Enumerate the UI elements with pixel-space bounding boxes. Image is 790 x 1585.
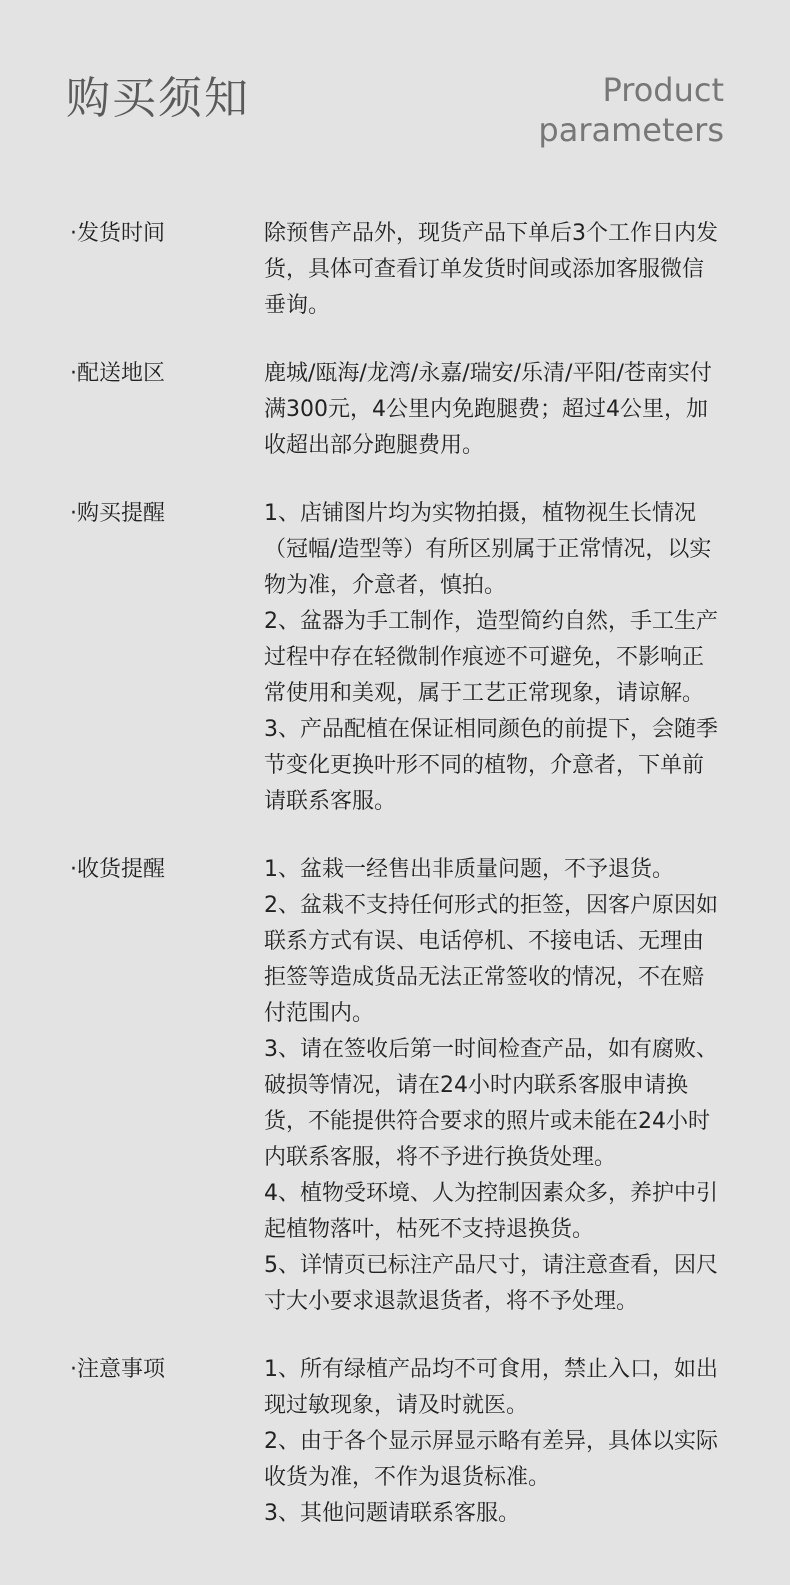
section-delivery-area — [70, 356, 730, 464]
section-paragraph: 5、详情页已标注产品尺寸，请注意查看，因尺寸大小要求退款退货者，将不予处理。 — [264, 1253, 718, 1314]
section-receipt-reminder — [70, 852, 730, 1320]
section-paragraph: 1、所有绿植产品均不可食用，禁止入口，如出现过敏现象，请及时就医。 — [264, 1357, 718, 1418]
section-shipping-time — [70, 216, 730, 324]
section-paragraph: 2、盆栽不支持任何形式的拒签，因客户原因如联系方式有误、电话停机、不接电话、无理由拒签等造成货品无法正常签收的情况，不在赔付范围内。 — [264, 893, 718, 1026]
section-paragraph: 4、植物受环境、人为控制因素众多，养护中引起植物落叶，枯死不支持退换货。 — [264, 1181, 718, 1242]
section-paragraph: 2、盆器为手工制作，造型简约自然，手工生产过程中存在轻微制作痕迹不可避免，不影响正常使用和美观，属于工艺正常现象，请谅解。 — [264, 609, 718, 706]
section-content — [264, 356, 724, 464]
section-paragraph: 3、产品配植在保证相同颜色的前提下，会随季节变化更换叶形不同的植物，介意者，下单前请联系客服。 — [264, 717, 718, 814]
section-content — [264, 216, 724, 324]
section-label: ·收货提醒 — [70, 857, 165, 882]
section-label: ·注意事项 — [70, 1357, 165, 1382]
section-label: ·配送地区 — [70, 361, 165, 386]
section-content — [264, 852, 724, 1320]
section-label: ·发货时间 — [70, 221, 165, 246]
section-paragraph: 3、其他问题请联系客服。 — [264, 1501, 520, 1526]
section-paragraph: 1、店铺图片均为实物拍摄，植物视生长情况（冠幅/造型等）有所区别属于正常情况，以实物为准，介意者，慎拍。 — [264, 501, 712, 598]
section-paragraph: 鹿城/瓯海/龙湾/永嘉/瑞安/乐清/平阳/苍南实付满300元，4公里内免跑腿费；超过4公里，加收超出部分跑腿费用。 — [264, 361, 712, 458]
section-paragraph: 3、请在签收后第一时间检查产品，如有腐败、破损等情况，请在24小时内联系客服申请换货，不能提供符合要求的照片或未能在24小时内联系客服，将不予进行换货处理。 — [264, 1037, 718, 1170]
notice-sections — [70, 216, 730, 1564]
section-paragraph: 2、由于各个显示屏显示略有差异，具体以实际收货为准，不作为退货标准。 — [264, 1429, 718, 1490]
subtitle-line-2: parameters — [538, 111, 724, 149]
subtitle-line-1: Product — [602, 71, 724, 109]
section-content — [264, 1352, 724, 1532]
section-paragraph: 除预售产品外，现货产品下单后3个工作日内发货，具体可查看订单发货时间或添加客服微信垂询。 — [264, 221, 718, 318]
page-title: 购买须知 — [66, 73, 250, 124]
section-precautions — [70, 1352, 730, 1532]
section-label: ·购买提醒 — [70, 501, 165, 526]
page-subtitle — [538, 70, 724, 150]
section-purchase-reminder — [70, 496, 730, 820]
section-paragraph: 1、盆栽一经售出非质量问题，不予退货。 — [264, 857, 674, 882]
section-content — [264, 496, 724, 820]
